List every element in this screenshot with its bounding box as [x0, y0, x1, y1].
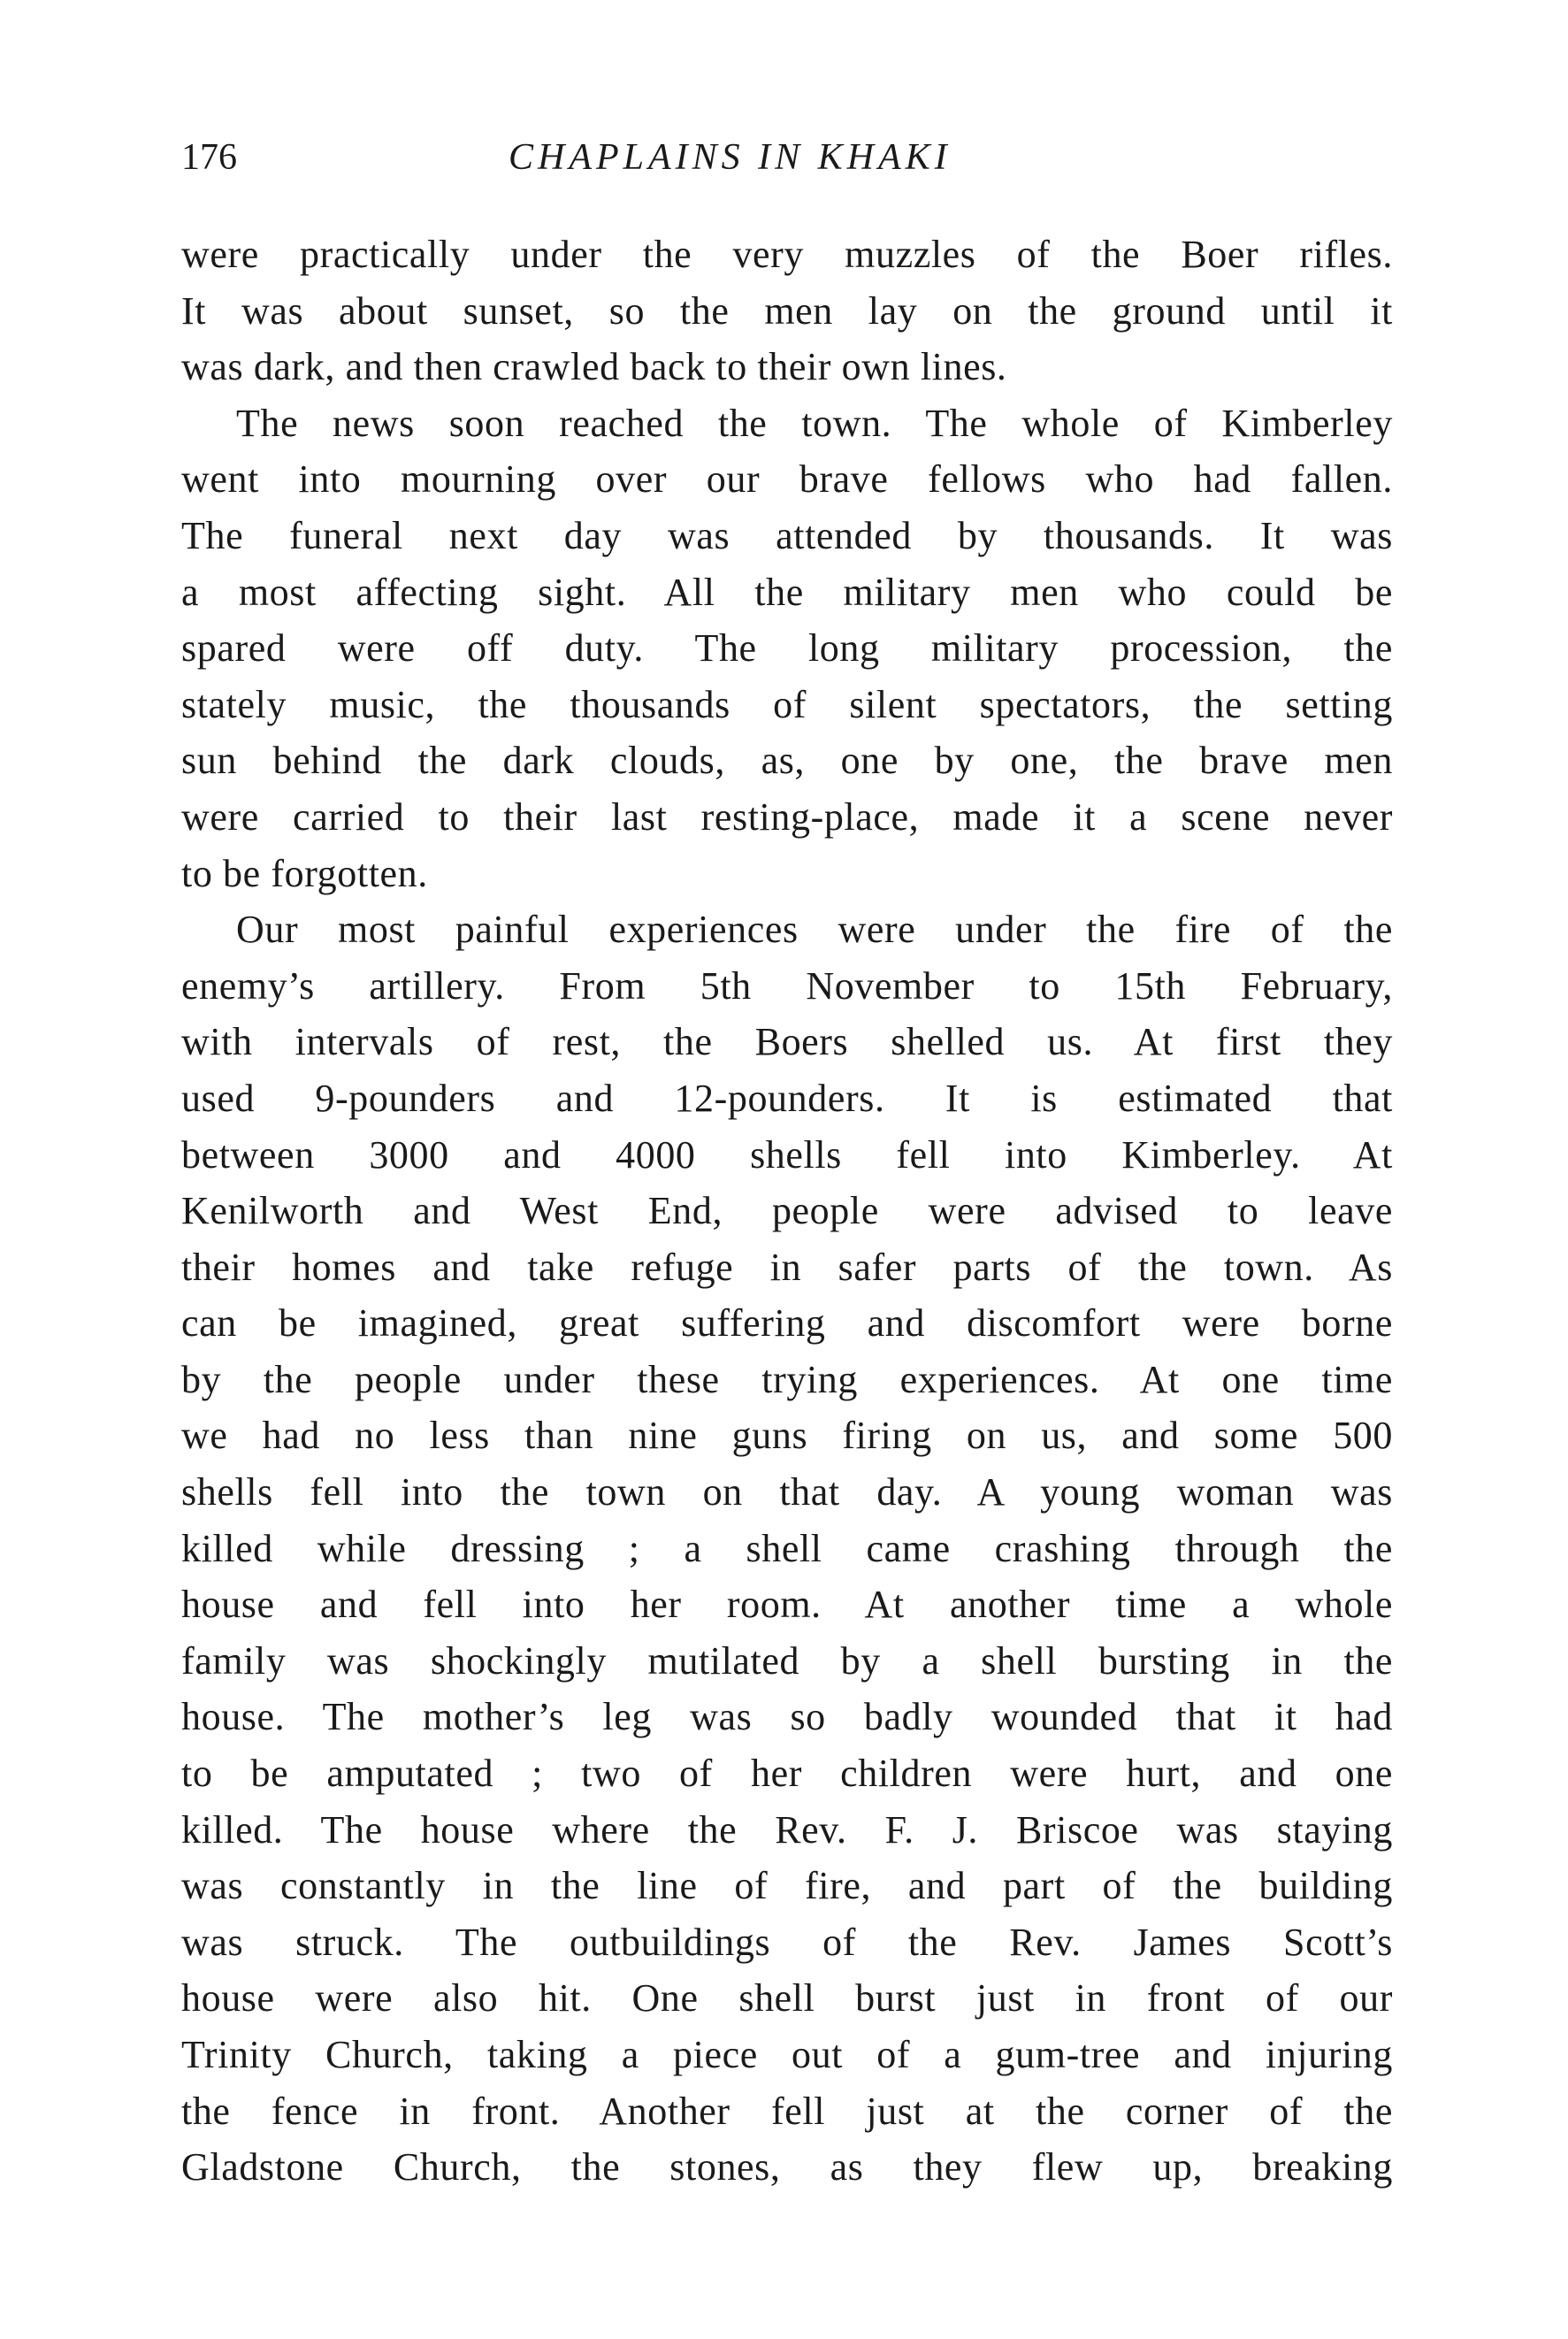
text-line: we had no less than nine guns firing on us, and some 500: [181, 1414, 1393, 1458]
text-line: shells fell into the town on that day. A young woman was: [181, 1470, 1393, 1515]
text-line: by the people under these trying experiences. At one time: [181, 1357, 1393, 1401]
text-line: house and fell into her room. At another time a whole: [181, 1583, 1393, 1627]
text-line: The funeral next day was attended by thousands. It was: [181, 513, 1393, 557]
text-line: used 9-pounders and 12-pounders. It is estimated that: [181, 1076, 1393, 1120]
text-line: spared were off duty. The long military procession, the: [181, 626, 1393, 671]
running-head: [181, 131, 1384, 193]
text-line: was dark, and then crawled back to their own lines.: [181, 345, 1007, 389]
text-line: killed while dressing ; a shell came crashing through the: [181, 1526, 1393, 1570]
text-line: between 3000 and 4000 shells fell into Kimberley. At: [181, 1132, 1393, 1177]
text-line: was struck. The outbuildings of the Rev. James Scott’s: [181, 1920, 1393, 1964]
text-line: a most affecting sight. All the military men who could be: [181, 570, 1393, 614]
page-number: 176: [181, 137, 237, 178]
text-line: to be forgotten.: [181, 851, 428, 895]
body-text: [181, 226, 1393, 2196]
text-line: The news soon reached the town. The whole of Kimberley: [236, 401, 1393, 445]
text-line: family was shockingly mutilated by a shell bursting in the: [181, 1638, 1393, 1683]
text-line: stately music, the thousands of silent spectators, the setting: [181, 682, 1393, 726]
text-line: It was about sunset, so the men lay on the ground until it: [181, 288, 1393, 333]
text-line: Our most painful experiences were under the fire of the: [236, 908, 1393, 952]
text-line: their homes and take refuge in safer parts of the town. As: [181, 1245, 1393, 1289]
text-line: were practically under the very muzzles of the Boer rifles.: [181, 233, 1393, 276]
text-line: Gladstone Church, the stones, as they flew up, breaking: [181, 2145, 1393, 2189]
text-line: can be imagined, great suffering and discomfort were borne: [181, 1301, 1393, 1346]
text-line: the fence in front. Another fell just at the corner of the: [181, 2089, 1393, 2133]
text-line: Trinity Church, taking a piece out of a gum-tree and injuring: [181, 2033, 1393, 2076]
text-line: to be amputated ; two of her children were hurt, and one: [181, 1752, 1393, 1796]
text-line: Kenilworth and West End, people were advised to leave: [181, 1189, 1393, 1233]
text-line: sun behind the dark clouds, as, one by one, the brave men: [181, 739, 1393, 783]
text-line: with intervals of rest, the Boers shelled us. At first they: [181, 1020, 1393, 1064]
running-title: CHAPLAINS IN KHAKI: [509, 137, 952, 178]
text-line: house. The mother’s leg was so badly wounded that it had: [181, 1695, 1393, 1739]
text-line: killed. The house where the Rev. F. J. Briscoe was staying: [181, 1807, 1393, 1852]
text-line: was constantly in the line of fire, and part of the building: [181, 1864, 1393, 1908]
text-line: house were also hit. One shell burst just in front of our: [181, 1976, 1393, 2021]
text-line: went into mourning over our brave fellows who had fallen.: [181, 457, 1393, 502]
text-line: enemy’s artillery. From 5th November to 15th February,: [181, 963, 1393, 1008]
text-line: were carried to their last resting-place, made it a scene never: [181, 794, 1393, 839]
